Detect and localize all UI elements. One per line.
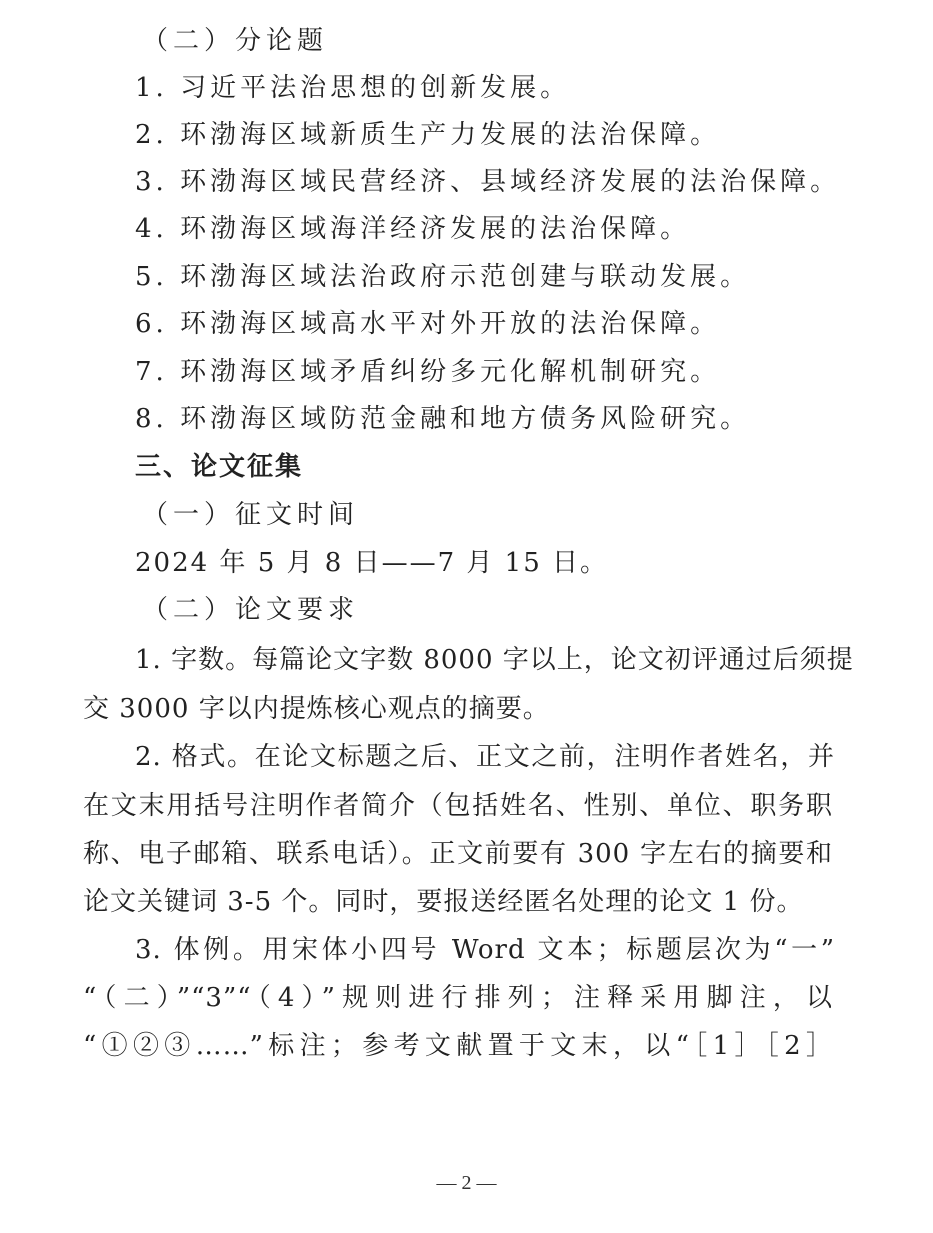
requirement-2-line-2: 在文末用括号注明作者简介（包括姓名、性别、单位、职务职	[83, 791, 833, 821]
topic-item-1: 1. 习近平法治思想的创新发展。	[135, 73, 571, 103]
topic-item-7: 7. 环渤海区域矛盾纠纷多元化解机制研究。	[135, 357, 721, 387]
requirement-3-line-1: 3. 体例。用宋体小四号 Word 文本；标题层次为“一”	[135, 935, 835, 965]
requirement-2-line-4: 论文关键词 3-5 个。同时，要报送经匿名处理的论文 1 份。	[83, 887, 804, 917]
subheading-sub-topics: （二）分论题	[142, 26, 329, 56]
topic-item-6: 6. 环渤海区域高水平对外开放的法治保障。	[135, 309, 721, 339]
submission-date-range: 2024 年 5 月 8 日——7 月 15 日。	[135, 548, 608, 578]
subheading-submission-time: （一）征文时间	[142, 500, 360, 530]
topic-item-8: 8. 环渤海区域防范金融和地方债务风险研究。	[135, 404, 751, 434]
requirement-3-line-3: “①②③……”标注；参考文献置于文末，以“［1］［2］	[83, 1031, 833, 1061]
topic-item-5: 5. 环渤海区域法治政府示范创建与联动发展。	[135, 262, 751, 292]
requirement-1-line-1: 1. 字数。每篇论文字数 8000 字以上，论文初评通过后须提	[135, 645, 854, 675]
topic-item-2: 2. 环渤海区域新质生产力发展的法治保障。	[135, 120, 721, 150]
topic-item-4: 4. 环渤海区域海洋经济发展的法治保障。	[135, 214, 691, 244]
requirement-2-line-3: 称、电子邮箱、联系电话）。正文前要有 300 字左右的摘要和	[83, 839, 833, 869]
subheading-paper-requirements: （二）论文要求	[142, 595, 360, 625]
requirement-2-line-1: 2. 格式。在论文标题之后、正文之前，注明作者姓名，并	[135, 742, 835, 772]
topic-item-3: 3. 环渤海区域民营经济、县域经济发展的法治保障。	[135, 167, 841, 197]
requirement-1-line-2: 交 3000 字以内提炼核心观点的摘要。	[83, 694, 550, 724]
page-number: — 2 —	[436, 1172, 497, 1194]
section-heading-paper-collection: 三、论文征集	[135, 452, 304, 482]
requirement-3-line-2: “（二）”“3”“（4）”规则进行排列；注释采用脚注，以	[83, 983, 833, 1013]
